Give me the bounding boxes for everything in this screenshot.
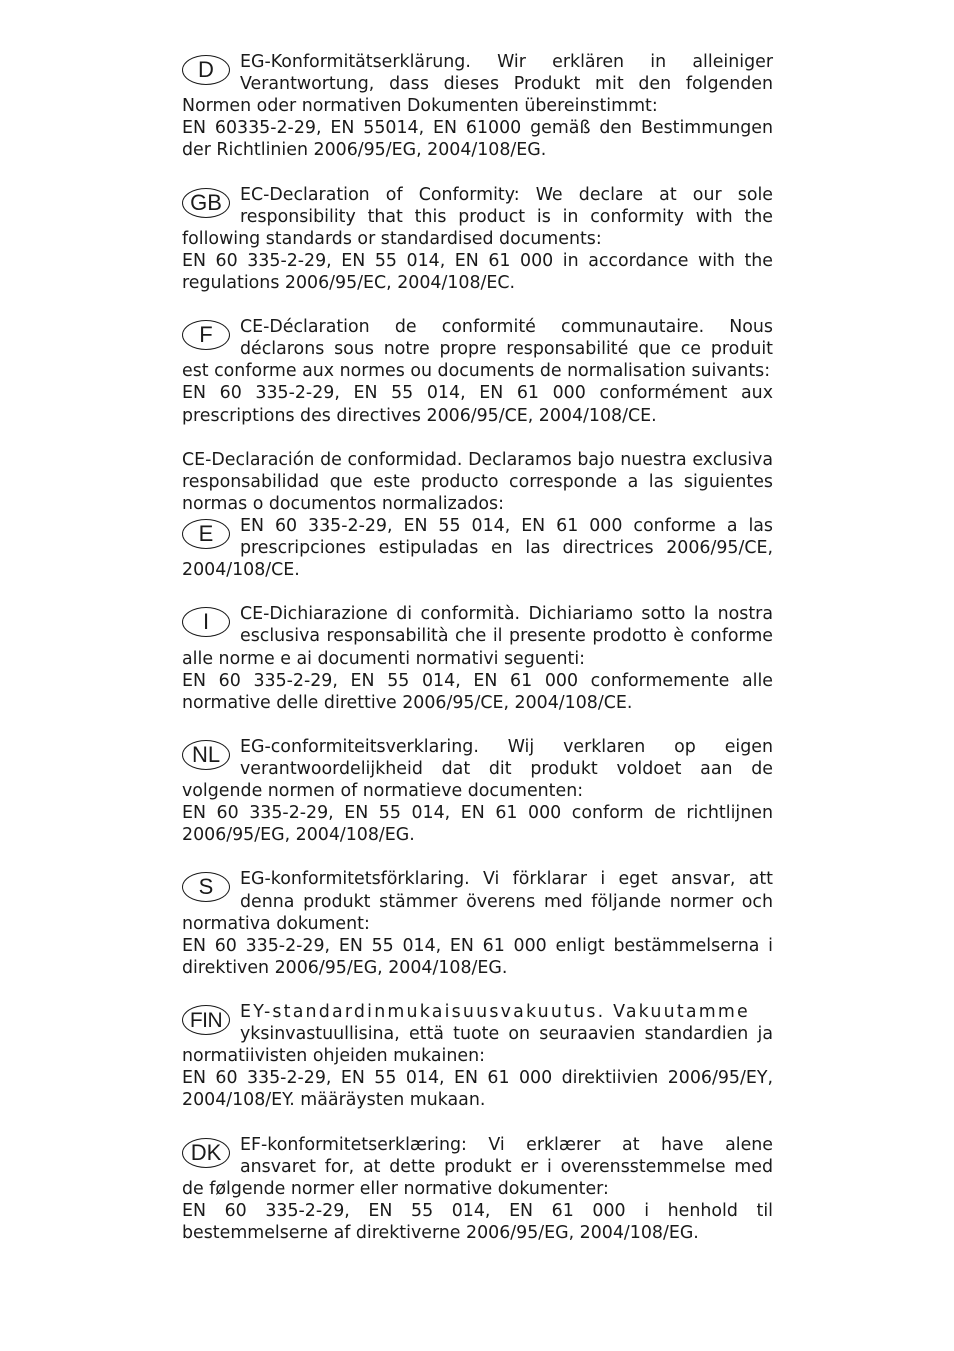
declaration-standards: EN 60 335-2-29, EN 55 014, EN 61 000 conformemente alle normative delle direttive 2006/95/CE, 2004/108/CE. [182,670,773,713]
country-badge-d: D [182,55,230,85]
country-badge-gb: GB [182,188,230,218]
country-badge-s: S [182,872,230,902]
declaration-standards: EN 60 335-2-29, EN 55 014, EN 61 000 i henhold til bestemmelserne af direktiverne 2006/95/EG, 2004/108/EG. [182,1200,773,1243]
declaration-intro: EG-Konformitätserklärung. Wir erklären in alleiniger Verantwortung, dass dieses Produkt mit den folgenden Normen oder normativen Dokumenten übereinstimmt: [182,52,773,117]
country-badge-fin: FIN [182,1005,230,1035]
declaration-standards: EN 60335-2-29, EN 55014, EN 61000 gemäß den Bestimmungen der Richtlinien 2006/95/EG, 2004/108/EG. [182,118,773,161]
declaration-standards: EN 60 335-2-29, EN 55 014, EN 61 000 conforme a las prescripciones estipuladas en las directrices 2006/95/CE, 2004/108/CE. [182,515,773,581]
country-badge-i: I [182,607,230,637]
declaration-intro: EG-conformiteitsverklaring. Wij verklaren op eigen verantwoordelijkheid dat dit produkt voldoet aan de volgende normen of normatieve documenten: [182,736,773,802]
declaration-page [182,51,773,1266]
declaration-standards: EN 60 335-2-29, EN 55 014, EN 61 000 enligt bestämmelserna i direktiven 2006/95/EG, 2004/108/EG. [182,935,773,978]
declaration-fr [182,316,773,426]
declaration-standards: EN 60 335-2-29, EN 55 014, EN 61 000 in accordance with the regulations 2006/95/EC, 2004/108/EC. [182,250,773,293]
country-badge-f: F [182,320,230,350]
declaration-it [182,603,773,713]
declaration-standards: EN 60 335-2-29, EN 55 014, EN 61 000 conform de richtlijnen 2006/95/EG, 2004/108/EG. [182,803,773,846]
declaration-standards: EN 60 335-2-29, EN 55 014, EN 61 000 conformément aux prescriptions des directives 2006/95/CE, 2004/108/CE. [182,383,773,426]
declaration-gb [182,184,773,294]
declaration-intro: EG-konformitetsförklaring. Vi förklarar i eget ansvar, att denna produkt stämmer överens med följande normer och normativa dokument: [182,869,773,934]
declaration-intro: CE-Dichiarazione di conformità. Dichiariamo sotto la nostra esclusiva responsabilità che il presente prodotto è conforme alle norme e ai documenti normativi seguenti: [182,604,773,669]
declaration-es [182,449,773,582]
country-badge-dk: DK [182,1138,230,1168]
declaration-standards: EN 60 335-2-29, EN 55 014, EN 61 000 direktiivien 2006/95/EY, 2004/108/EY. määräysten mukaan. [182,1068,773,1111]
declaration-de [182,51,773,161]
declaration-intro: CE-Declaración de conformidad. Declaramos bajo nuestra exclusiva responsabilidad que este producto corresponde a las siguientes normas o documentos normalizados: [182,449,773,514]
declaration-intro: yksinvastuullisina, että tuote on seuraavien standardien ja normatiivisten ohjeiden mukainen: [182,1024,773,1067]
declaration-intro: EC-Declaration of Conformity: We declare at our sole responsibility that this product is in conformity with the following standards or standardised documents: [182,184,773,249]
declaration-intro: EF-konformitetserklæring: Vi erklærer at have alene ansvaret for, at dette produkt er i overensstemmelse med de følgende normer eller normative dokumenter: [182,1134,773,1199]
declaration-dk [182,1134,773,1244]
declaration-fi [182,1001,773,1111]
declaration-intro-spaced: EY-standardinmukaisuusvakuutus. Vakuutamme [240,1002,750,1023]
country-badge-e: E [182,519,230,549]
declaration-se [182,868,773,978]
declaration-intro: CE-Déclaration de conformité communautaire. Nous déclarons sous notre propre responsabilité que ce produit est conforme aux normes ou documents de normalisation suivants: [182,317,773,382]
country-badge-nl: NL [182,740,230,770]
declaration-nl [182,736,773,846]
